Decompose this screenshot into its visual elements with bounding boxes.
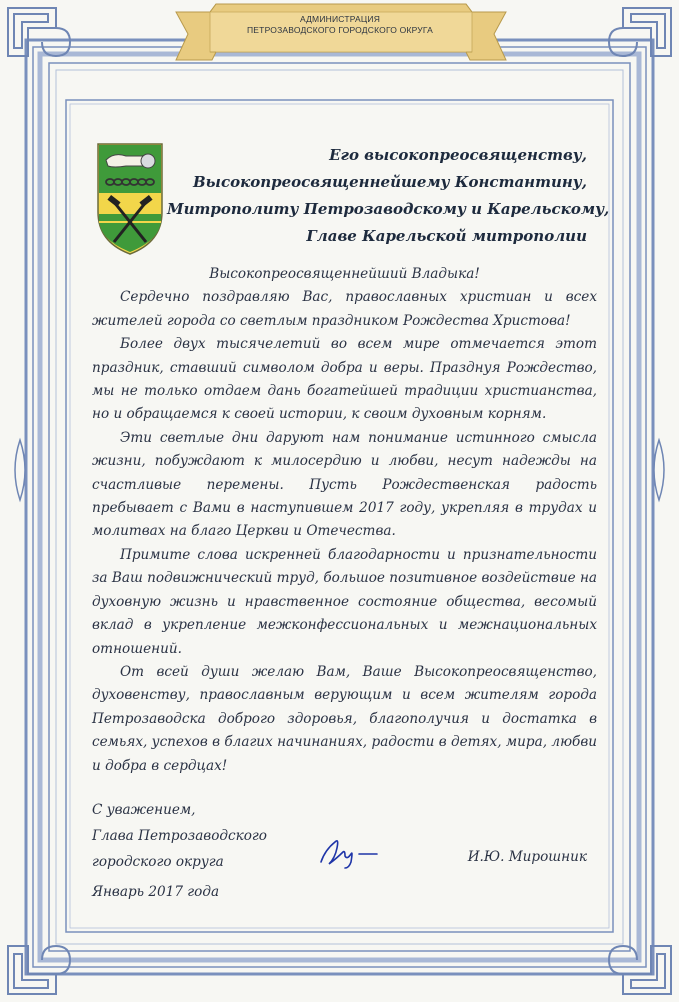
paragraph: Сердечно поздравляю Вас, православных христиан и всех жителей города со светлым праздником Рождества Христова! [92, 289, 597, 329]
ribbon-line-1: АДМИНИСТРАЦИЯ [299, 14, 381, 24]
closing-block [92, 797, 267, 875]
addressee-line: Высокопреосвященнейшему Константину, [193, 173, 587, 191]
addressee-block [167, 142, 610, 250]
closing-line: Глава Петрозаводского [92, 828, 267, 844]
closing-line: городского округа [92, 854, 224, 870]
closing-line: С уважением, [92, 802, 196, 818]
handwritten-signature-icon [315, 822, 385, 872]
paragraph: Примите слова искренней благодарности и признательности за Ваш подвижнический труд, большое позитивное воздействие на духовную жизнь и нравственное состояние общества, весомый вклад в укрепление межконфессиональных и межнациональных отношений. [92, 546, 597, 657]
ribbon-header [180, 14, 500, 36]
addressee-line: Митрополиту Петрозаводскому и Карельскому, [167, 200, 610, 218]
salutation: Высокопреосвященнейший Владыка! [209, 266, 480, 282]
petrozavodsk-coat-of-arms-icon [96, 142, 164, 256]
letter-body [92, 263, 597, 778]
signer-name: И.Ю. Мирошник [467, 849, 587, 865]
letter-date: Январь 2017 года [92, 884, 220, 900]
addressee-line: Его высокопреосвященству, [329, 146, 587, 164]
ribbon-line-2: ПЕТРОЗАВОДСКОГО ГОРОДСКОГО ОКРУГА [247, 25, 433, 35]
addressee-line: Главе Карельской митрополии [306, 227, 587, 245]
paragraph: Более двух тысячелетий во всем мире отмечается этот праздник, ставший символом добра и веры. Празднуя Рождество, мы не только отдаем дань богатейшей традиции христианства, но и обращаемся к своей истории, к своим духовным корням. [92, 336, 597, 423]
paragraph: Эти светлые дни даруют нам понимание истинного смысла жизни, побуждают к милосердию и любви, несут надежды на счастливые перемены. Пусть Рождественская радость пребывает с Вами в наступившем 2017 году, укрепляя в трудах и молитвах на благо Церкви и Отечества. [92, 429, 597, 540]
paragraph: От всей души желаю Вам, Ваше Высокопреосвященство, духовенству, православным верующим и всем жителям города Петрозаводска доброго здоровья, благополучия и достатка в семьях, успехов в благих начинаниях, радости в детях, мира, любви и добра в сердцах! [92, 663, 597, 774]
